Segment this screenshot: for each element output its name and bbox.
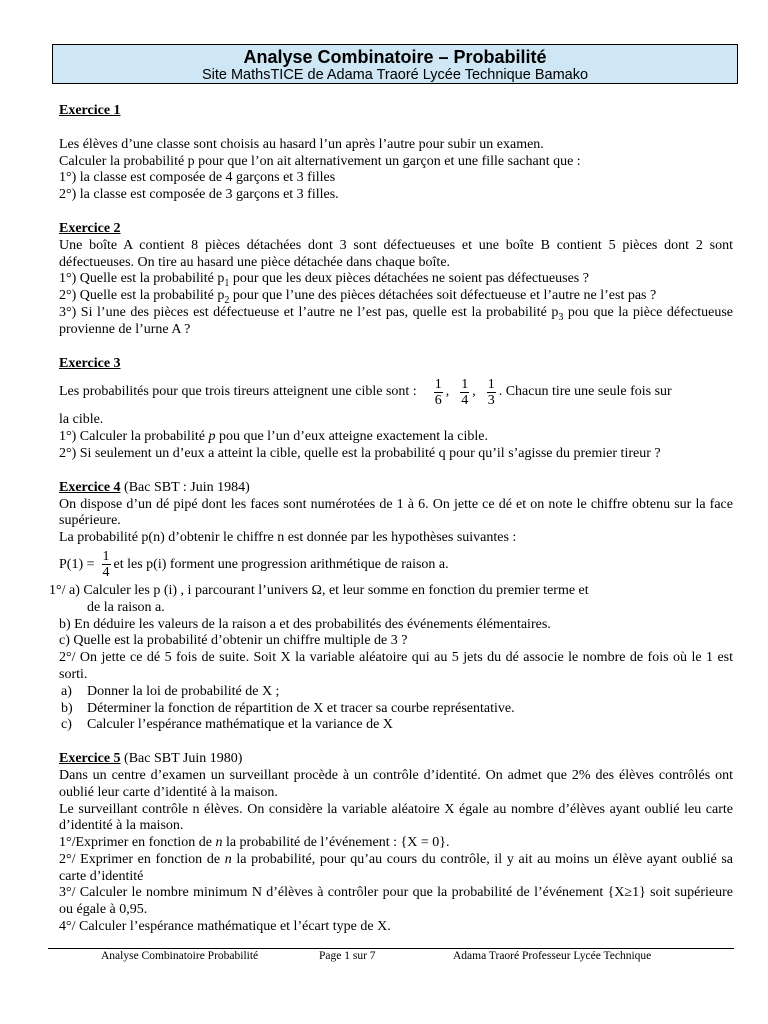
exercise-1-line: 2°) la classe est composée de 3 garçons et 3 filles. xyxy=(59,187,339,203)
exercise-5-question-4: 4°/ Calculer l’espérance mathématique et l’écart type de X. xyxy=(59,919,391,935)
list-item: b) Déterminer la fonction de répartition de X et tracer sa courbe représentative. xyxy=(61,700,515,716)
exercise-1-line: Les élèves d’une classe sont choisis au hasard l’un après l’autre pour subir un examen. xyxy=(59,136,544,152)
exercise-2-question-1: 1°) Quelle est la probabilité $p_1$ pour que les deux pièces détachées ne soient pas défectueuses ? xyxy=(59,271,589,290)
exercise-4-source: (Bac SBT : Juin 1984) xyxy=(120,479,250,495)
exercise-2-question-3: 3°) Si l’une des pièces est défectueuse et l’autre ne l’est pas, quelle est la probabilité $p_3$ pou que la pièce défectueuse provienne de l’urne A ? xyxy=(59,304,733,337)
exercise-2-question-2: 2°) Quelle est la probabilité $p_2$ pour que l’une des pièces détachées soit défectueuse et l’autre ne l’est pas ? xyxy=(59,288,657,306)
exercise-5-source: (Bac SBT Juin 1980) xyxy=(120,751,243,767)
exercise-5-question-3: 3°/ Calculer le nombre minimum N d’élèves à contrôler pour que la probabilité de l’événement {X≥1} soit supérieure ou égale à 0,95. xyxy=(59,885,733,918)
fraction-3: $\frac{1}{3}$ xyxy=(487,376,495,408)
exercise-5 xyxy=(59,751,733,936)
exercise-3-question-1: 1°) Calculer la probabilité p pou que l’un d’eux atteigne exactement la cible. xyxy=(59,429,488,445)
list-item: a) Donner la loi de probabilité de X ; xyxy=(61,683,280,699)
header-box xyxy=(52,44,738,84)
exercise-4-question-1a-cont: de la raison a. xyxy=(87,599,165,615)
footer-right: Adama Traoré Professeur Lycée Technique xyxy=(453,950,652,962)
exercise-1 xyxy=(59,103,733,204)
exercise-3-heading: Exercice 3 xyxy=(59,355,121,371)
exercise-4-question-1b: b) En déduire les valeurs de la raison a et des probabilités des événements élémentaires. xyxy=(59,616,551,632)
exercise-4-question-2: 2°/ On jette ce dé 5 fois de suite. Soit X la variable aléatoire qui au 5 jets du dé associe le nombre de fois où le 1 est sorti. xyxy=(59,650,733,682)
exercise-1-heading: Exercice 1 xyxy=(59,103,121,118)
exercise-3-question-2: 2°) Si seulement un d’eux a atteint la cible, quelle est la probabilité q pour qu’il s’agisse du premier tireur ? xyxy=(59,445,661,461)
exercise-4-question-1c: c) Quelle est la probabilité d’obtenir un chiffre multiple de 3 ? xyxy=(59,633,408,649)
fraction-1: $\frac{1}{6}$ xyxy=(434,376,442,408)
exercise-2 xyxy=(59,221,733,339)
exercise-4-p1: P(1) = $\frac{1}{4}$ et les p(i) forment une progression arithmétique de raison a. xyxy=(59,549,449,581)
exercise-5-question-2: 2°/ Exprimer en fonction de n la probabilité, pour qu’au cours du contrôle, il y ait au moins un élève ayant oublié sa carte d’identité xyxy=(59,851,733,884)
exercise-1-line: Calculer la probabilité p pour que l’on ait alternativement un garçon et une fille sachant que : xyxy=(59,153,581,169)
exercise-5-paragraph-1: Dans un centre d’examen un surveillant procède à un contrôle d’identité. On admet que 2% des élèves contrôlés ont oublié leur carte d’identité à la maison. xyxy=(59,767,733,800)
footer-divider xyxy=(48,948,734,949)
exercise-4-heading: Exercice 4 xyxy=(59,479,121,495)
exercise-5-paragraph-2: Le surveillant contrôle n élèves. On considère la variable aléatoire X égale au nombre d’élèves ayant oublié leu carte d’identité à la maison. xyxy=(59,801,733,834)
exercise-3 xyxy=(59,356,733,463)
exercise-4-line: La probabilité p(n) d’obtenir le chiffre n est donnée par les hypothèses suivantes : xyxy=(59,530,517,546)
footer-left: Analyse Combinatoire Probabilité xyxy=(101,950,259,962)
exercise-5-question-1: 1°/Exprimer en fonction de n la probabilité de l’événement : {X = 0}. xyxy=(59,835,450,851)
exercise-1-line: 1°) la classe est composée de 4 garçons et 3 filles xyxy=(59,170,336,186)
exercise-3-intro: Les probabilités pour que trois tireurs atteignent une cible sont : $\frac{1}{6}$ , $\frac{1}{4}$ , $\frac{1}{3}$ . Chacun tire une seule fois sur xyxy=(59,376,672,408)
exercise-4-intro: On dispose d’un dé pipé dont les faces sont numérotées de 1 à 6. On jette ce dé et on note le chiffre obtenu sur la face supérieure. xyxy=(59,496,733,529)
exercise-4-sublist xyxy=(59,684,733,734)
fraction-2: $\frac{1}{4}$ xyxy=(461,376,469,408)
document-title: Analyse Combinatoire – Probabilité xyxy=(243,47,547,67)
document-content xyxy=(49,103,733,936)
exercise-3-intro-end: la cible. xyxy=(59,412,104,428)
fraction-p1: $\frac{1}{4}$ xyxy=(102,549,110,581)
exercise-5-heading: Exercice 5 xyxy=(59,751,121,767)
list-item: c) Calculer l’espérance mathématique et la variance de X xyxy=(61,717,393,733)
exercise-2-heading: Exercice 2 xyxy=(59,220,121,236)
exercise-4-question-1a: 1°/ a) Calculer les p (i) , i parcourant l’univers Ω, et leur somme en fonction du premier terme et xyxy=(49,582,589,598)
exercise-4 xyxy=(49,479,733,734)
exercise-2-intro: Une boîte A contient 8 pièces détachées dont 3 sont défectueuses et une boîte B contient 5 pièces dont 2 sont défectueuses. On tire au hasard une pièce détachée dans chaque boîte. xyxy=(59,237,733,270)
footer-page-number: Page 1 sur 7 xyxy=(319,950,376,962)
document-subtitle: Site MathsTICE de Adama Traoré Lycée Technique Bamako xyxy=(201,67,589,83)
